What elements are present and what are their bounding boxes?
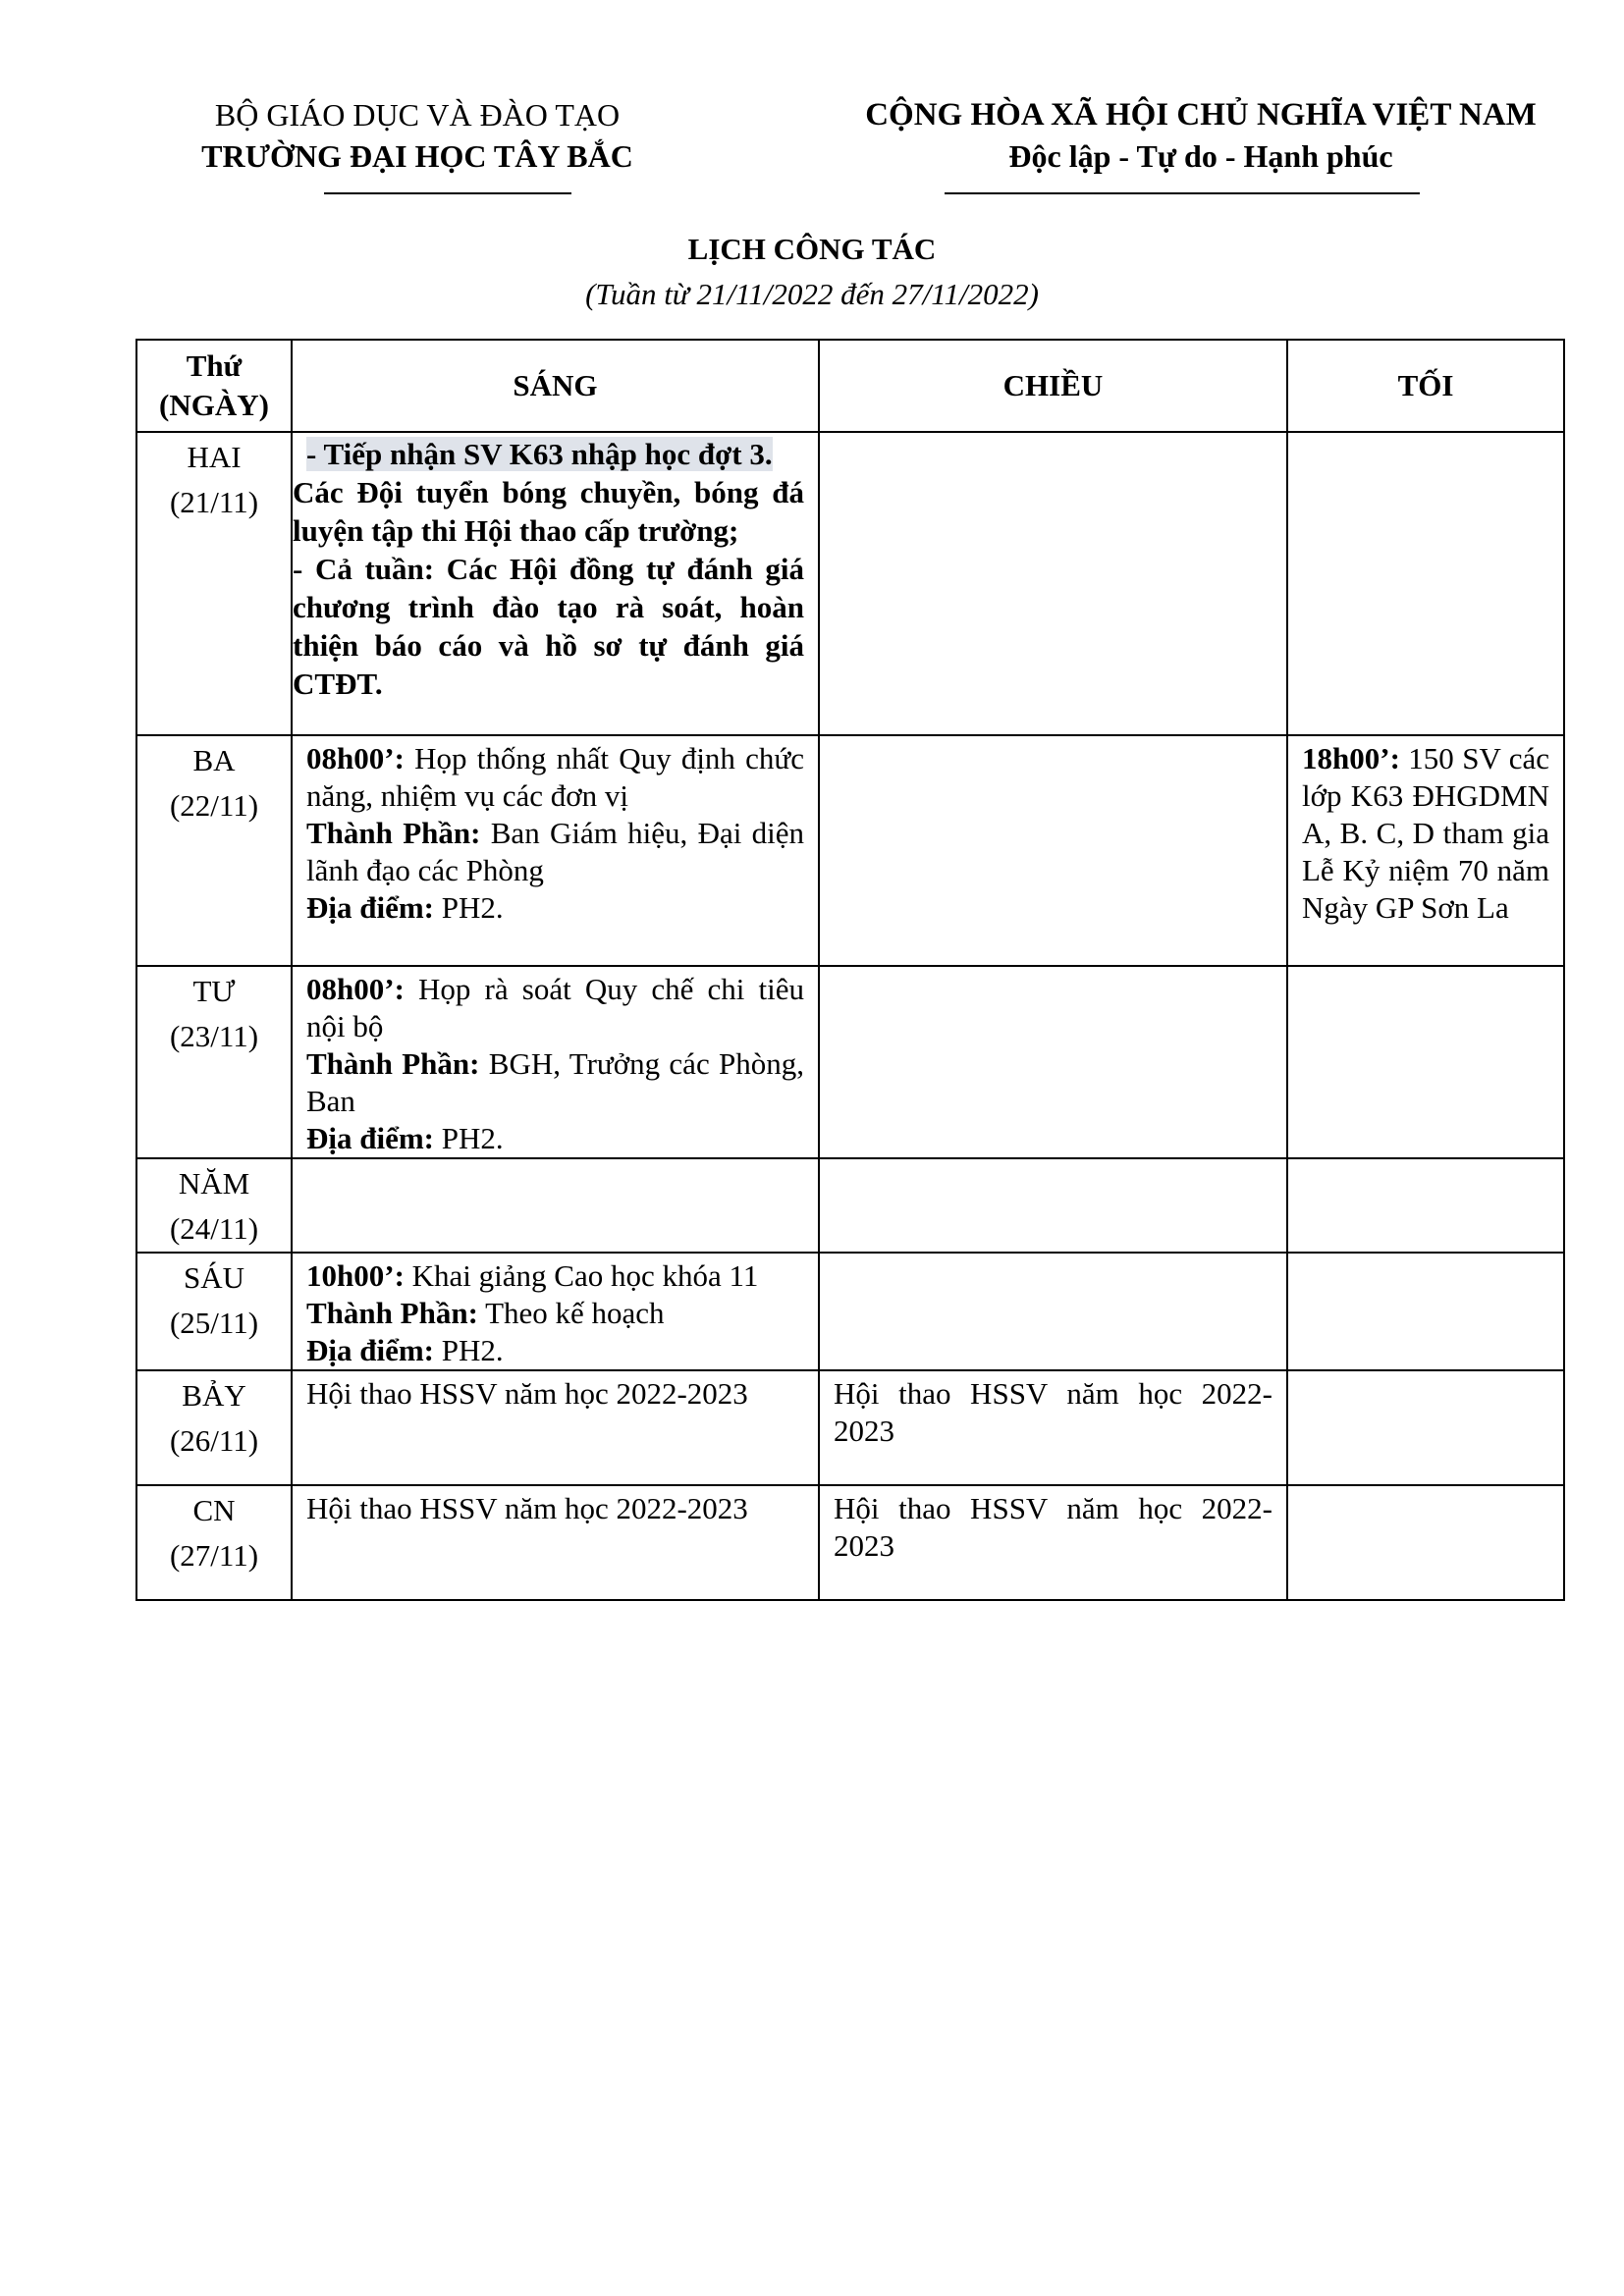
issuer-block [177,94,658,177]
morning-cell [292,1253,819,1370]
issuer-underline [324,192,571,194]
event-time: 10h00’: [306,1258,405,1293]
morning-cell [292,966,819,1158]
event-time: 08h00’: [306,741,405,775]
morning-cell [292,1158,819,1253]
location-value: PH2. [434,890,504,925]
afternoon-cell [819,432,1287,735]
day-date: (27/11) [169,1538,259,1573]
morning-cell: Hội thao HSSV năm học 2022-2023 [292,1370,819,1485]
evening-cell [1287,966,1564,1158]
afternoon-cell: Hội thao HSSV năm học 2022-2023 [819,1485,1287,1600]
evening-cell [1287,1485,1564,1600]
table-row [136,1253,1564,1370]
participants-label: Thành Phần: [306,1046,480,1081]
participants-label: Thành Phần: [306,816,481,850]
morning-cell: Hội thao HSSV năm học 2022-2023 [292,1485,819,1600]
table-row [136,432,1564,735]
participants-value: Theo kế hoạch [477,1296,665,1330]
afternoon-cell [819,966,1287,1158]
location-value: PH2. [434,1121,504,1155]
morning-cell [292,432,819,735]
evening-cell [1287,1370,1564,1485]
day-cell [136,1370,292,1485]
schedule-table [135,339,1565,1601]
participants-label: Thành Phần: [306,1296,478,1330]
motto: Độc lập - Tự do - Hạnh phúc [1008,138,1393,174]
participants-value: BGH, Trưởng các Phòng, Ban [306,1046,805,1118]
event-text: Khai giảng Cao học khóa 11 [404,1258,759,1293]
afternoon-cell [819,1158,1287,1253]
evening-cell [1287,1253,1564,1370]
day-cell [136,966,292,1158]
day-cell [136,432,292,735]
event-text: 150 SV các lớp K63 ĐHGDMN A, B. C, D tham gia Lễ Kỷ niệm 70 năm Ngày GP Sơn La [1302,741,1549,925]
table-header-row [136,340,1564,432]
afternoon-cell [819,1253,1287,1370]
day-date: (24/11) [169,1211,259,1246]
header-date-label: (NGÀY) [159,388,269,422]
country-name: CỘNG HÒA XÃ HỘI CHỦ NGHĨA VIỆT NAM [865,97,1537,133]
day-cell [136,1485,292,1600]
day-name: SÁU [183,1260,244,1295]
header-evening: TỐI [1287,340,1564,432]
evening-cell [1287,432,1564,735]
morning-item: - Cả tuần: Các Hội đồng tự đánh giá chương trình đào tạo rà soát, hoàn thiện báo cáo và hồ sơ tự đánh giá CTĐT. [293,552,804,701]
document-title: LỊCH CÔNG TÁC [687,232,937,266]
morning-cell [292,735,819,966]
event-time: 18h00’: [1302,741,1400,775]
table-row [136,1485,1564,1600]
event-text: Họp rà soát Quy chế chi tiêu nội bộ [306,972,804,1043]
afternoon-cell [819,735,1287,966]
location-value: PH2. [434,1333,504,1367]
document-subtitle: (Tuần từ 21/11/2022 đến 27/11/2022) [585,277,1039,311]
location-label: Địa điểm: [306,1121,435,1155]
day-name: TƯ [192,974,236,1008]
day-name: BẢY [182,1378,246,1413]
day-name: HAI [187,440,242,474]
university-name: TRƯỜNG ĐẠI HỌC TÂY BẮC [201,138,633,174]
table-row [136,1158,1564,1253]
header-afternoon: CHIỀU [819,340,1287,432]
header-morning: SÁNG [292,340,819,432]
afternoon-cell: Hội thao HSSV năm học 2022-2023 [819,1370,1287,1485]
day-date: (25/11) [169,1306,259,1340]
motto-underline [945,192,1420,194]
evening-cell [1287,735,1564,966]
evening-cell [1287,1158,1564,1253]
morning-item: Các Đội tuyển bóng chuyền, bóng đá luyện tập thi Hội thao cấp trường; [293,475,804,548]
national-motto-block [842,94,1559,177]
day-cell [136,1253,292,1370]
day-date: (26/11) [169,1423,259,1458]
location-label: Địa điểm: [306,1333,435,1367]
day-cell [136,735,292,966]
event-time: 08h00’: [306,972,405,1006]
header-day [136,340,292,432]
day-name: CN [192,1493,236,1527]
ministry-name: BỘ GIÁO DỤC VÀ ĐÀO TẠO [214,97,621,133]
day-name: BA [192,743,236,777]
day-date: (21/11) [169,485,259,519]
participants-value: Ban Giám hiệu, Đại diện lãnh đạo các Phòng [306,816,805,887]
day-name: NĂM [178,1166,250,1201]
day-date: (22/11) [169,788,259,823]
location-label: Địa điểm: [306,890,435,925]
header-day-label: Thứ [186,348,243,383]
day-cell [136,1158,292,1253]
table-row [136,1370,1564,1485]
table-row [136,735,1564,966]
event-text: Họp thống nhất Quy định chức năng, nhiệm vụ các đơn vị [306,741,804,813]
table-row [136,966,1564,1158]
highlighted-item: - Tiếp nhận SV K63 nhập học đợt 3. [306,437,773,471]
day-date: (23/11) [169,1019,259,1053]
